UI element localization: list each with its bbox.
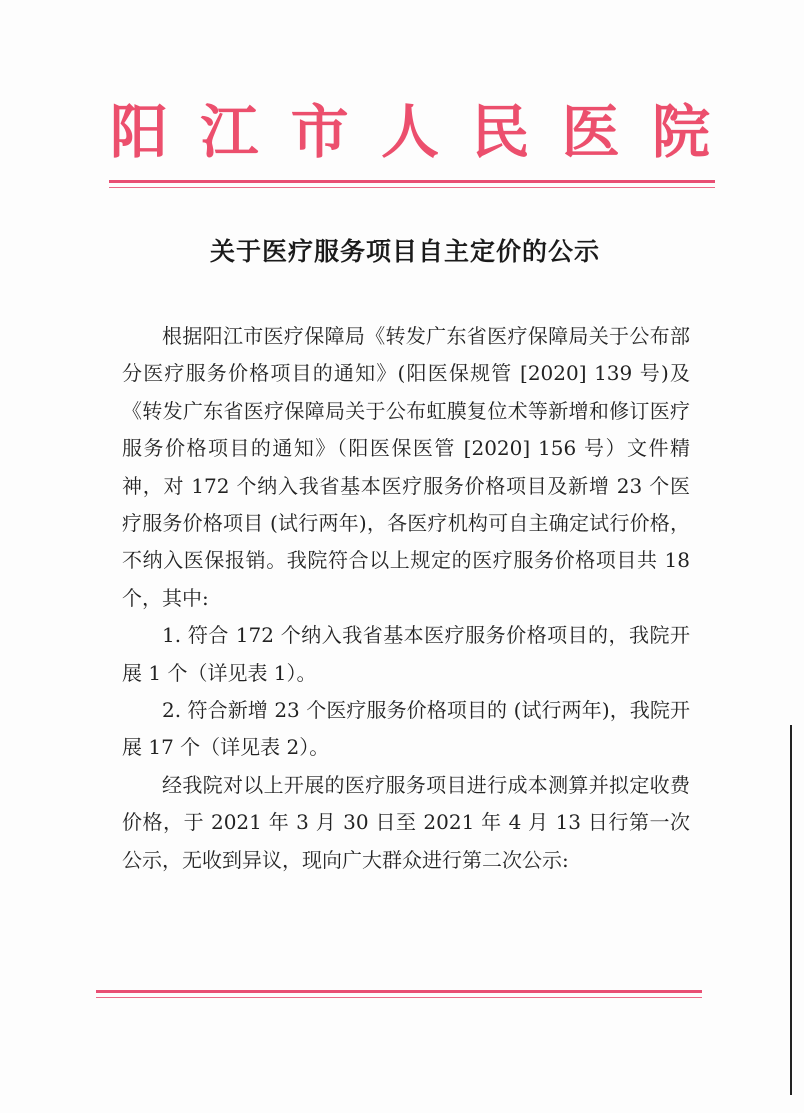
body-paragraph: 1. 符合 172 个纳入我省基本医疗服务价格项目的，我院开展 1 个（详见表 1）。 xyxy=(122,623,690,685)
divider-thick-line xyxy=(96,990,702,993)
letterhead-char: 民 xyxy=(471,98,530,166)
letterhead-char: 人 xyxy=(380,98,439,166)
letterhead-char: 江 xyxy=(200,98,259,166)
body-paragraph: 根据阳江市医疗保障局《转发广东省医疗保障局关于公布部分医疗服务价格项目的通知》(阳医保规管 [2020] 139 号)及《转发广东省医疗保障局关于公布虹膜复位术等新增和修订医疗服务价格项目的通知》（阳医保医管 [2020] 156 号）文件精神，对 172 个纳入我省基本医疗服务价格项目及新增 23 个医疗服务价格项目 (试行两年)，各医疗机构可自主确定试行价格，不纳入医保报销。我院符合以上规定的医疗服务价格项目共 18 个，其中: xyxy=(122,324,690,610)
body-paragraph: 2. 符合新增 23 个医疗服务价格项目的 (试行两年)，我院开展 17 个（详见表 2）。 xyxy=(122,698,690,760)
scan-edge-mark xyxy=(790,725,792,1095)
divider-thick-line xyxy=(109,180,715,183)
letterhead-char: 市 xyxy=(290,98,349,166)
divider-thin-line xyxy=(96,997,702,998)
divider-thin-line xyxy=(109,187,715,188)
letterhead-char: 医 xyxy=(561,98,620,166)
body-paragraph: 经我院对以上开展的医疗服务项目进行成本测算并拟定收费价格，于 2021 年 3 月 30 日至 2021 年 4 月 13 日行第一次公示，无收到异议，现向广大群众进行第二次公示: xyxy=(122,772,690,872)
document-body xyxy=(122,318,690,879)
letterhead-divider xyxy=(109,180,715,188)
letterhead-char: 院 xyxy=(651,98,710,166)
letterhead-org-name xyxy=(110,92,710,172)
footer-divider xyxy=(96,990,702,998)
document-title: 关于医疗服务项目自主定价的公示 xyxy=(209,237,600,266)
letterhead-char: 阳 xyxy=(110,98,169,166)
